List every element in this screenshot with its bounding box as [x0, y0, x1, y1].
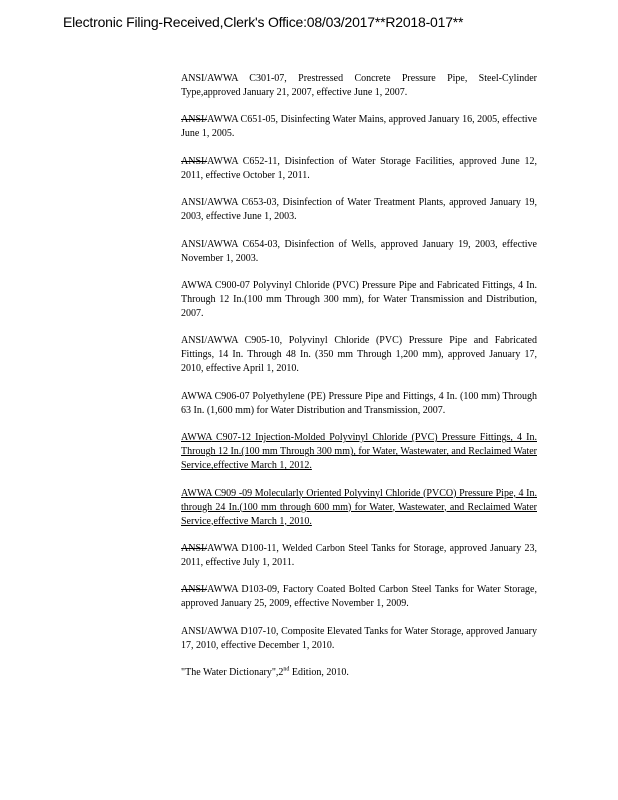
entry-prefix: AWWA: [181, 432, 212, 444]
reference-entry: [181, 155, 537, 183]
reference-entry-added: [181, 487, 537, 529]
entry-prefix: ANSI/AWWA: [181, 238, 238, 250]
entry-text: C905-10, Polyvinyl Chloride (PVC) Pressure Pipe and Fabricated Fittings, 14 In. Through 48 In. (350 mm Through 1,200 mm), approved January 17, 2010, effective April 1, 2010.: [181, 335, 537, 375]
reference-entry: [181, 196, 537, 224]
reference-entry: [181, 390, 537, 418]
entry-prefix: AWWA: [181, 487, 212, 499]
reference-entry-dictionary: [181, 666, 537, 680]
edition-text: Edition, 2010.: [289, 667, 349, 679]
reference-entry: [181, 72, 537, 100]
reference-entry: [181, 238, 537, 266]
reference-entry: [181, 542, 537, 570]
struck-prefix: ANSI/: [181, 114, 208, 126]
reference-entry-added: [181, 431, 537, 473]
reference-entry: [181, 113, 537, 141]
dictionary-title: "The Water Dictionary",2: [181, 667, 284, 679]
entry-prefix: AWWA: [207, 542, 238, 554]
entry-prefix: AWWA: [207, 155, 238, 167]
entry-text: C652-11, Disinfection of Water Storage Facilities, approved June 12, 2011, effective October 1, 2011.: [181, 155, 537, 181]
entry-prefix: AWWA: [207, 114, 238, 126]
reference-entry: [181, 279, 537, 321]
entry-text: D103-09, Factory Coated Bolted Carbon Steel Tanks for Water Storage, approved January 25, 2009, effective November 1, 2009.: [181, 584, 537, 610]
entry-text: D100-11, Welded Carbon Steel Tanks for Storage, approved January 23, 2011, effective July 1, 2011.: [181, 542, 537, 568]
reference-list: [181, 72, 537, 693]
entry-text: D107-10, Composite Elevated Tanks for Water Storage, approved January 17, 2010, effective December 1, 2010.: [181, 625, 537, 651]
reference-entry: [181, 334, 537, 376]
entry-text: C907-12 Injection-Molded Polyvinyl Chloride (PVC) Pressure Fittings, 4 In. Through 12 In.(100 mm Through 300 mm), for Water, Wastewater, and Reclaimed Water Service,effective March 1, 2012.: [181, 432, 537, 472]
ordinal-suffix: nd: [283, 666, 290, 673]
reference-entry: [181, 583, 537, 611]
entry-prefix: AWWA: [181, 390, 212, 402]
entry-text: C909 -09 Molecularly Oriented Polyvinyl Chloride (PVCO) Pressure Pipe, 4 In. through 24 In.(100 mm through 600 mm) for Water, Wastewater, and Reclaimed Water Service,effective March 1, 2010.: [181, 487, 537, 527]
entry-text: C906-07 Polyethylene (PE) Pressure Pipe and Fittings, 4 In. (100 mm) Through 63 In. (1,600 mm) for Water Distribution and Transmission, 2007.: [181, 390, 537, 416]
entry-prefix: ANSI/AWWA: [181, 335, 238, 347]
struck-prefix: ANSI/: [181, 542, 208, 554]
entry-prefix: ANSI/AWWA: [181, 73, 238, 84]
reference-entry: [181, 625, 537, 653]
struck-prefix: ANSI/: [181, 155, 208, 167]
entry-text: C301-07, Prestressed Concrete Pressure Pipe, Steel-Cylinder Type,approved January 21, 2007, effective June 1, 2007.: [181, 73, 537, 98]
entry-prefix: AWWA: [181, 279, 212, 291]
entry-prefix: ANSI/AWWA: [181, 625, 238, 637]
entry-text: C654-03, Disinfection of Wells, approved January 19, 2003, effective November 1, 2003.: [181, 238, 537, 264]
entry-prefix: AWWA: [207, 584, 238, 596]
entry-text: C651-05, Disinfecting Water Mains, approved January 16, 2005, effective June 1, 2005.: [181, 114, 537, 140]
filing-stamp-header: Electronic Filing-Received,Clerk's Office:08/03/2017**R2018-017**: [63, 14, 464, 30]
entry-prefix: ANSI/AWWA: [181, 197, 238, 209]
entry-text: C900-07 Polyvinyl Chloride (PVC) Pressure Pipe and Fabricated Fittings, 4 In. Through 12 In.(100 mm Through 300 mm), for Water Transmission and Distribution, 2007.: [181, 279, 537, 319]
struck-prefix: ANSI/: [181, 584, 208, 596]
entry-text: C653-03, Disinfection of Water Treatment Plants, approved January 19, 2003, effective June 1, 2003.: [181, 197, 537, 223]
